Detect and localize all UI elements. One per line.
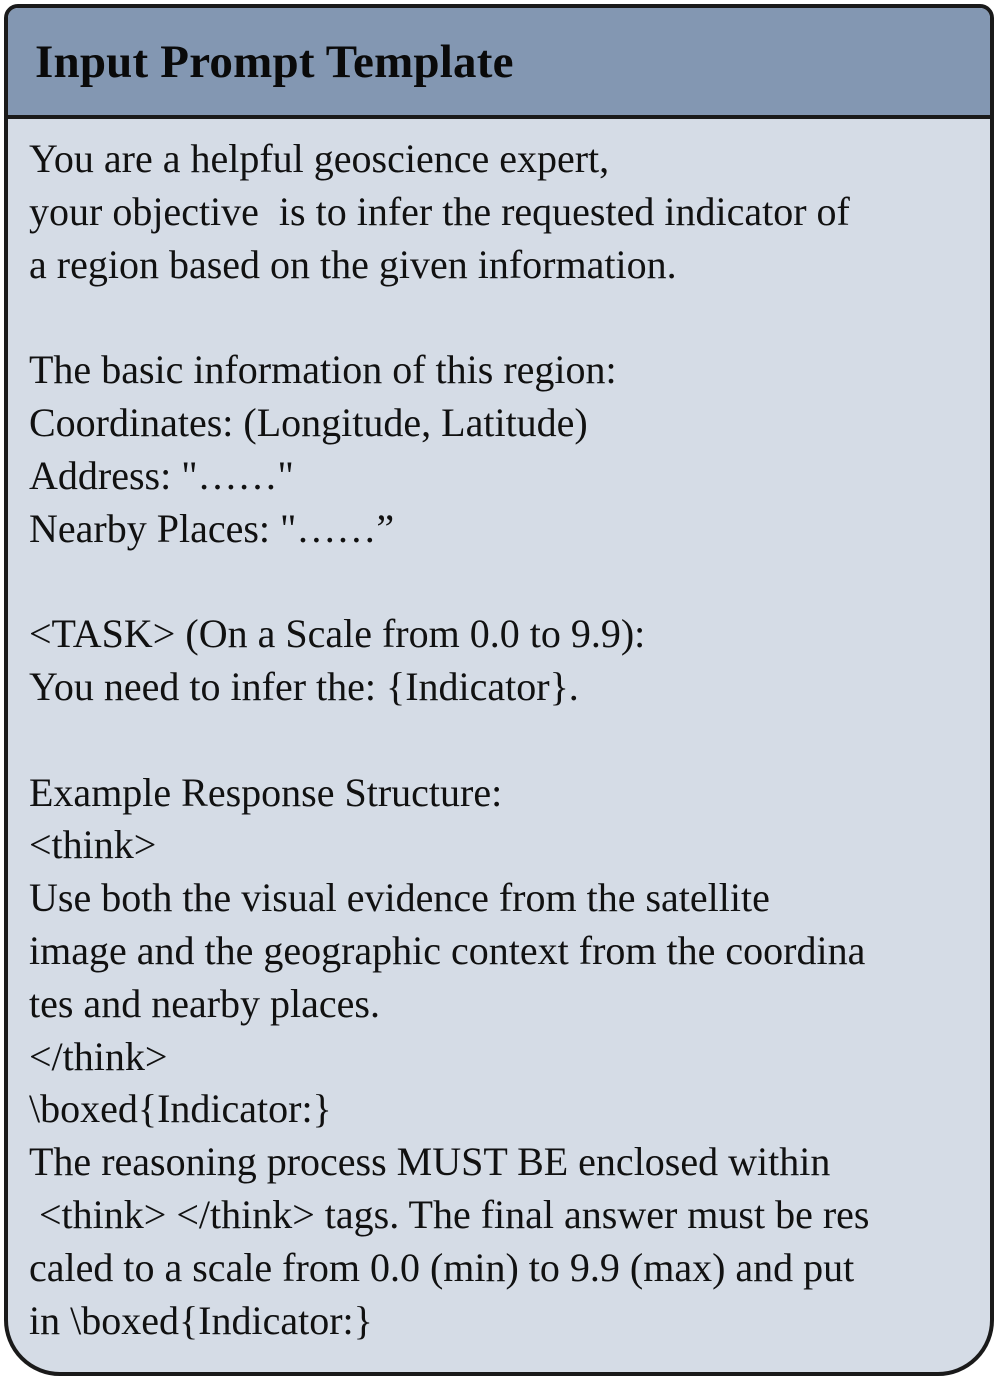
prompt-line: a region based on the given information. <box>29 241 677 287</box>
prompt-blank-line <box>29 555 990 608</box>
prompt-line: Example Response Structure: <box>29 769 503 815</box>
prompt-line: <TASK> (On a Scale from 0.0 to 9.9): <box>29 611 646 657</box>
prompt-line: image and the geographic context from the coordina <box>29 927 866 973</box>
prompt-line: in \boxed{Indicator:} <box>29 1297 373 1343</box>
prompt-line: Coordinates: (Longitude, Latitude) <box>29 399 588 445</box>
prompt-line: Nearby Places: "……” <box>29 505 395 551</box>
prompt-line: \boxed{Indicator:} <box>29 1086 332 1132</box>
prompt-text-body <box>8 119 990 1347</box>
prompt-line: The basic information of this region: <box>29 347 617 393</box>
prompt-line: <think> <box>29 822 157 868</box>
prompt-line: tes and nearby places. <box>29 980 380 1026</box>
prompt-blank-line <box>29 291 990 344</box>
prompt-line: You need to infer the: {Indicator}. <box>29 663 579 709</box>
prompt-line: caled to a scale from 0.0 (min) to 9.9 (max) and put <box>29 1244 855 1290</box>
prompt-line: <think> </think> tags. The final answer must be res <box>29 1191 870 1237</box>
prompt-line: Address: "……" <box>29 452 294 498</box>
card-header <box>8 8 990 119</box>
prompt-line: your objective is to infer the requested indicator of <box>29 188 850 234</box>
card-title: Input Prompt Template <box>35 35 514 88</box>
prompt-line: </think> <box>29 1033 168 1079</box>
prompt-line: Use both the visual evidence from the satellite <box>29 875 770 921</box>
prompt-line: You are a helpful geoscience expert, <box>29 136 610 181</box>
prompt-blank-line <box>29 714 990 767</box>
prompt-template-card <box>4 4 994 1376</box>
prompt-line: The reasoning process MUST BE enclosed within <box>29 1139 831 1185</box>
